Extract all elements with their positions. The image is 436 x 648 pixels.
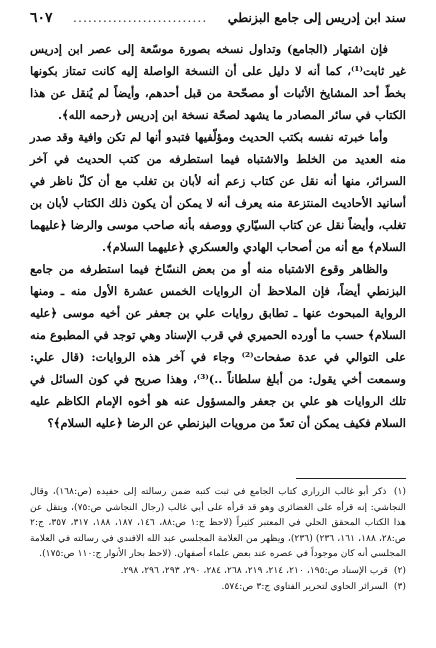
footnote-number: (٣) [393, 581, 406, 592]
footnote [30, 484, 406, 562]
footnote-text: السرائر الحاوي لتحرير الفتاوي ج:٣ ص:٥٧٤. [221, 581, 388, 592]
page-header [30, 10, 406, 34]
footnote-separator [296, 478, 406, 479]
paragraph: وأما خبرته نفسه بكتب الحديث ومؤلّفيها فتبدو أنها لم تكن وافية وقد صدر منه العديد من الخلط والاشتباه فيما استطرفه من كتب الحديث في آخر السرائر، منها أنه نقل عن كتاب زعم أنه لأبان بن تغلب مع أن كلّ ناظر في أسانيد الأحاديث المنتزعة منه يعرف أنه لا يمكن أن يكون ذلك الكتاب لأبان بن تغلب، وأيضاً نقل عن كتاب السيّاري ووصفه بأنه صاحب موسى والرضا ﴿عليهما السلام﴾ مع أنه من أصحاب الهادي والعسكري ﴿عليهما السلام﴾. [30, 130, 406, 254]
footnote [30, 579, 406, 595]
footnote-number: (١) [393, 486, 406, 497]
running-title: سند ابن إدريس إلى جامع البزنطي [227, 10, 406, 25]
footnote [30, 563, 406, 579]
footnote-number: (٢) [393, 564, 406, 576]
footnote-text: ذكر أبو غالب الزراري كتاب الجامع في ثبت كتبه ضمن رسالته إلى حفيده (ص:١٦٨)، وقال النجاشي: إنه قرأه على الغضائري وهو قد قرأه على أبي غالب (رجال النجاشي ص:٧٥)، ويتقل عن هذا الكتاب المحقق الحلي في المعتبر كثيراً (لاحظ ج:١ ص:٨٨، ١٤٦، ١٨٧، ١٨٨، ٣١٧، ٣٥٧، ج:٢ ص:٢٨، ١٨٨، ١٦١، ٢٣٦) (٢٣٦)، ويظهر من العلامة المجلسي عبد الله الافندي في رسالته في العلامة المجلسي أنه كان موجوداً في عصره عند بعض علماء أصفهان. (لاحظ بحار الأنوار ج:١١٠ ص:١٧٥). [30, 486, 407, 559]
paragraph: والظاهر وقوع الاشتباه منه أو من بعض النسّاخ فيما استطرفه من جامع البزنطي أيضاً، فإن الملاحظ أن الروايات الخمس عشرة الأول منه ـ ومنها الرواية المبحوث عنها ـ تطابق روايات علي بن جعفر عن أخيه موسى ﴿عليه السلام﴾ حسب ما أورده الحميري في قرب الإسناد وهي توجد في المطبوع منه على التوالي في عدة صفحات⁽²⁾ وجاء في آخر هذه الروايات: (قال علي: وسمعت أخي يقول: من أبلغ سلطاناً ..)⁽³⁾، وهذا صريح في كون السائل في تلك الروايات هو علي بن جعفر والمسؤول عنه هو أخوه الإمام الكاظم عليه السلام فكيف يمكن أن تعدّ من مرويات البزنطي عن الرضا ﴿عليه السلام﴾؟ [30, 262, 406, 430]
header-dots: ........................... [73, 10, 208, 25]
footnote-text: قرب الإسناد ص:١٩٥، ٢١٠، ٢١٤، ٢١٩، ٢٦٨، ٢٨٤، ٢٩٠، ٢٩٣، ٢٩٦، ٢٩٨. [120, 564, 388, 576]
paragraph: فإن اشتهار (الجامع) وتداول نسخه بصورة موسّعة إلى عصر ابن إدريس غير ثابت⁽¹⁾، كما أنه لا دليل على أن النسخة الواصلة إليه كانت تمتاز بكونها بخطّ أحد المشايخ الأثبات أو مصحّحة من قبل أحدهم، وأيضاً لم يُنقل عن هذا الكتاب في سائر المصادر ما يشهد لصحّة نسخة ابن إدريس ﴿رحمه الله﴾. [30, 42, 406, 122]
footnotes [30, 484, 406, 596]
page-number: ٦٠٧ [30, 10, 53, 26]
main-text [30, 38, 406, 434]
